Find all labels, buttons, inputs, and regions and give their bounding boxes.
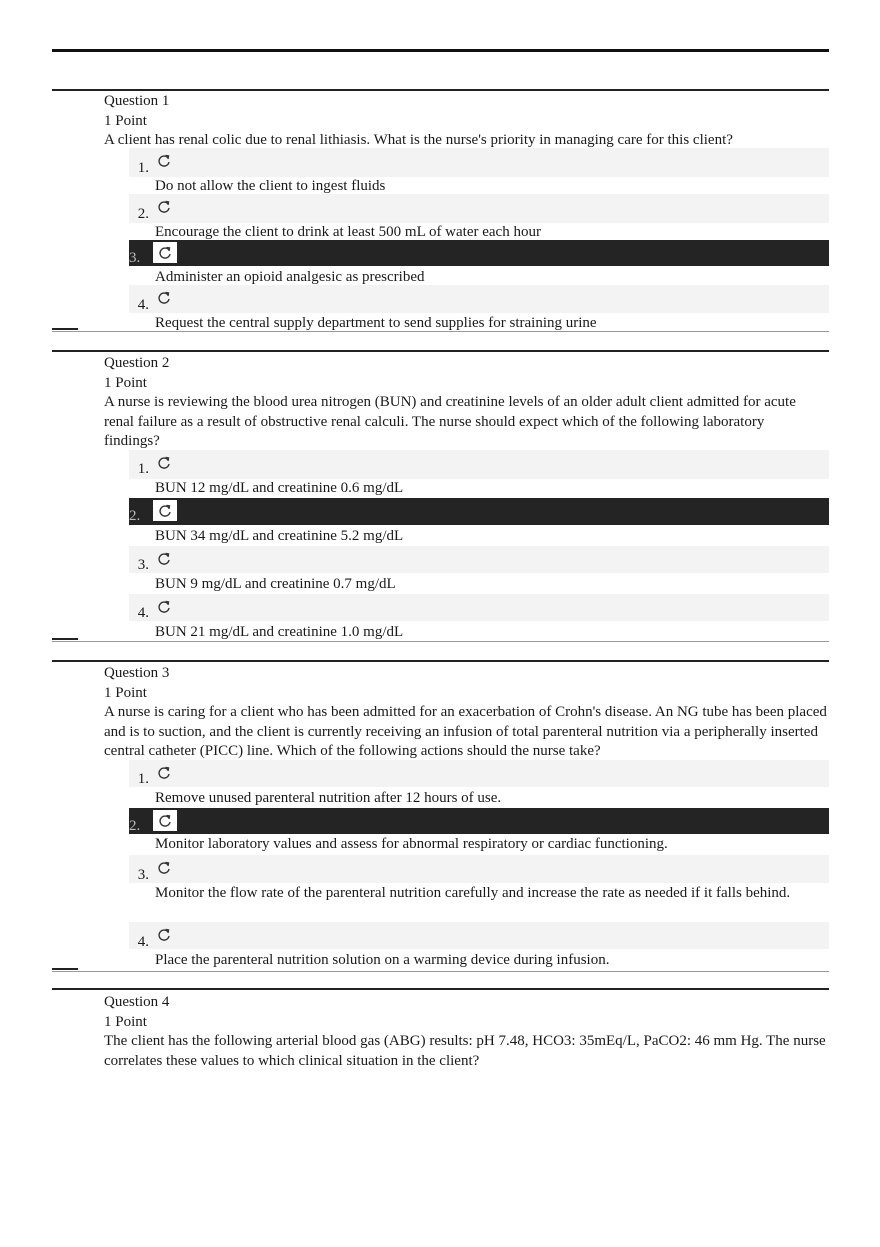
question-header bbox=[104, 92, 824, 151]
question-points: 1 Point bbox=[104, 684, 147, 701]
question-1 bbox=[52, 89, 829, 334]
radio-icon[interactable] bbox=[153, 242, 177, 263]
option-number: 1. bbox=[137, 771, 149, 787]
question-3 bbox=[52, 660, 829, 975]
option-number: 1. bbox=[137, 160, 149, 176]
option-number: 4. bbox=[137, 934, 149, 950]
option-text: BUN 12 mg/dL and creatinine 0.6 mg/dL bbox=[155, 480, 404, 496]
option-text: Administer an opioid analgesic as prescribed bbox=[155, 269, 425, 285]
option-number: 4. bbox=[137, 605, 149, 621]
question-text: A nurse is caring for a client who has been admitted for an exacerbation of Crohn's disease. An NG tube has been placed and is to suction, and the client is currently receiving an infusion of total parenteral nutrition via a peripherally inserted central catheter (PICC) line. Which of the following actions should the nurse take? bbox=[104, 704, 827, 759]
question-points: 1 Point bbox=[104, 1013, 147, 1030]
question-text: A nurse is reviewing the blood urea nitrogen (BUN) and creatinine levels of an older adult client admitted for acute renal failure as a result of obstructive renal calculi. The nurse should expect which of the following laboratory findings? bbox=[104, 394, 796, 449]
question-title: Question 2 bbox=[104, 355, 170, 371]
option-text: BUN 34 mg/dL and creatinine 5.2 mg/dL bbox=[155, 528, 404, 544]
question-points: 1 Point bbox=[104, 374, 147, 391]
radio-icon[interactable] bbox=[155, 454, 173, 472]
option-number: 2. bbox=[129, 818, 141, 834]
radio-icon[interactable] bbox=[153, 500, 177, 521]
radio-icon[interactable] bbox=[155, 198, 173, 216]
question-rule bbox=[52, 350, 829, 352]
option-text: Monitor laboratory values and assess for abnormal respiratory or cardiac functioning. bbox=[155, 836, 668, 852]
option-text: Remove unused parenteral nutrition after 12 hours of use. bbox=[155, 790, 502, 806]
option-number: 2. bbox=[137, 206, 149, 222]
radio-icon[interactable] bbox=[155, 152, 173, 170]
question-title: Question 4 bbox=[104, 994, 170, 1010]
option-number: 4. bbox=[137, 297, 149, 313]
option-number: 3. bbox=[137, 557, 149, 573]
option-text: Do not allow the client to ingest fluids bbox=[155, 178, 386, 194]
question-2 bbox=[52, 350, 829, 645]
radio-icon[interactable] bbox=[155, 926, 173, 944]
option-text: BUN 21 mg/dL and creatinine 1.0 mg/dL bbox=[155, 624, 404, 640]
radio-icon[interactable] bbox=[155, 859, 173, 877]
option-number: 3. bbox=[137, 867, 149, 883]
question-4 bbox=[52, 988, 829, 1088]
question-rule bbox=[52, 660, 829, 662]
option-text: BUN 9 mg/dL and creatinine 0.7 mg/dL bbox=[155, 576, 396, 592]
question-header bbox=[104, 354, 804, 452]
option-text: Encourage the client to drink at least 500 mL of water each hour bbox=[155, 224, 541, 240]
option-text: Monitor the flow rate of the parenteral nutrition carefully and increase the rate as needed if it falls behind. bbox=[155, 885, 791, 901]
top-rule bbox=[52, 49, 829, 52]
question-title: Question 1 bbox=[104, 93, 170, 109]
option-number: 1. bbox=[137, 461, 149, 477]
radio-icon[interactable] bbox=[155, 550, 173, 568]
question-text: The client has the following arterial blood gas (ABG) results: pH 7.48, HCO3: 35mEq/L, PaCO2: 46 mm Hg. The nurse correlates these values to which clinical situation in the client? bbox=[104, 1033, 826, 1069]
option-text: Place the parenteral nutrition solution on a warming device during infusion. bbox=[155, 952, 610, 968]
question-header bbox=[104, 993, 829, 1071]
radio-icon[interactable] bbox=[155, 764, 173, 782]
question-text: A client has renal colic due to renal lithiasis. What is the nurse's priority in managing care for this client? bbox=[104, 132, 733, 148]
radio-icon[interactable] bbox=[155, 289, 173, 307]
question-rule bbox=[52, 89, 829, 91]
question-rule bbox=[52, 988, 829, 990]
question-title: Question 3 bbox=[104, 665, 170, 681]
option-text: Request the central supply department to send supplies for straining urine bbox=[155, 315, 597, 331]
option-number: 3. bbox=[129, 250, 141, 266]
question-points: 1 Point bbox=[104, 112, 147, 129]
option-number: 2. bbox=[129, 508, 141, 524]
radio-icon[interactable] bbox=[153, 810, 177, 831]
question-header bbox=[104, 664, 829, 762]
radio-icon[interactable] bbox=[155, 598, 173, 616]
